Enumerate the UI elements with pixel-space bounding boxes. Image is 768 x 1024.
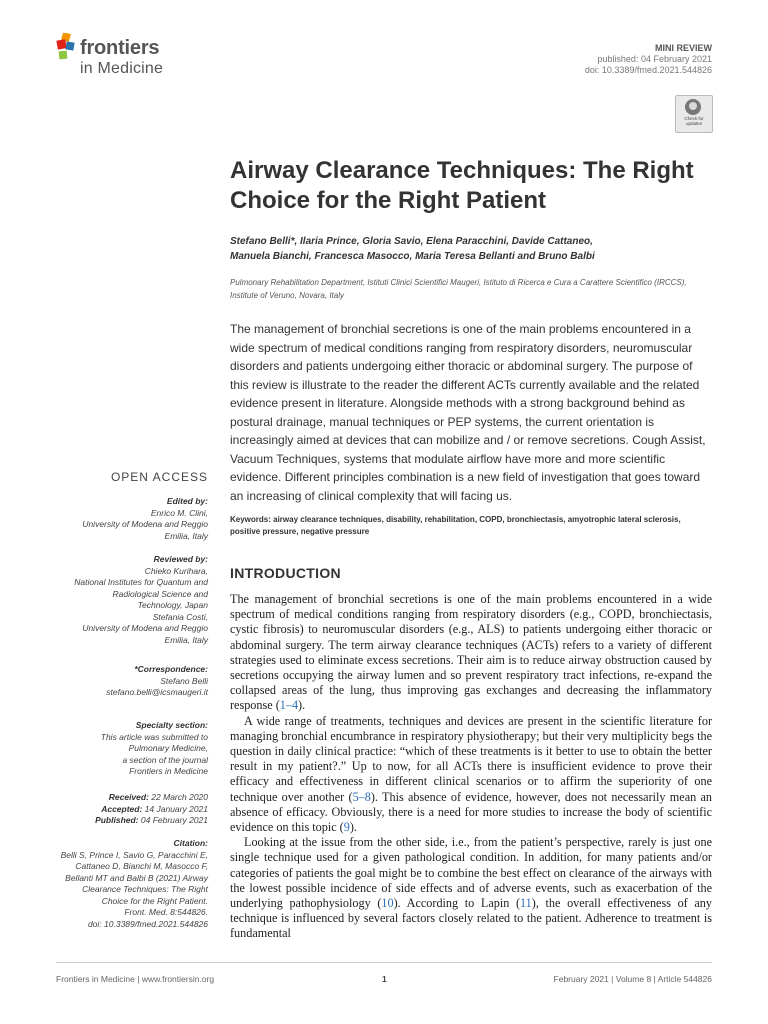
received-label: Received:	[108, 792, 149, 802]
edited-by-section	[50, 496, 208, 542]
correspondent-email[interactable]: stefano.belli@icsmaugeri.it	[106, 687, 208, 697]
editor-affiliation: University of Modena and Reggio	[82, 519, 208, 529]
footer-journal-link[interactable]: Frontiers in Medicine | www.frontiersin.org	[56, 974, 215, 984]
edited-by-heading: Edited by:	[166, 496, 208, 506]
reviewed-by-section	[50, 554, 208, 646]
reviewer-affiliation: University of Modena and Reggio	[82, 623, 208, 633]
introduction-body	[230, 592, 712, 942]
reviewer-affiliation: National Institutes for Quantum and	[74, 577, 208, 587]
editor-name: Enrico M. Clini,	[150, 507, 208, 518]
authors-line[interactable]: Stefano Belli*, Ilaria Prince, Gloria Savio, Elena Paracchini, Davide Cattaneo,	[230, 236, 593, 247]
abstract: The management of bronchial secretions is one of the main problems encountered in a wide spectrum of medical conditions ranging from respiratory disorders, neuromuscular disorders and patients undergoing either thoracic or abdominal surgery. The purpose of this review is illustrate to the reader the different ACTs currently available and the related evidence present in literature. Alongside methods with a strong background behind as postural drainage, manual techniques or PEP systems, the current orientation is increasingly aimed at devices that can mobilize and / or remove secretions. Cough Assist, Vacuum Techniques, systems that modulate airflow have more and more scientific evidence. Different principles combination is a new field of investigation that goes toward an increasing of clinical complexity that will facing us.	[230, 322, 706, 503]
citation-link[interactable]: 10	[381, 896, 394, 911]
footer-divider	[56, 962, 712, 963]
dates-section	[50, 792, 208, 827]
open-access-label: OPEN ACCESS	[110, 470, 208, 484]
accepted-date	[50, 804, 208, 816]
editor-affiliation: Emilia, Italy	[164, 530, 208, 541]
paragraph: The management of bronchial secretions is one of the main problems encountered in a wide spectrum of medical conditions ranging from respiratory disorders (e.g., COPD, bronchiectasis, cystic fibrosis) to neuromuscular disorders (e.g., ALS) to patients undergoing either thoracic or abdominal surgery. The term airway clearance techniques (ACTs) refers to a variety of different strategies used to eliminate excess secretions. Their aim is to reduce airway obstruction caused by secretions occupying the airway lumen and so prevent respiratory tract infections, re-expand the collapsed areas of the lung, thus improving gas exchanges and decreasing the inflammatory response (1–4).	[230, 592, 712, 713]
logo-journal-name: in Medicine	[80, 60, 164, 77]
specialty-text: Pulmonary Medicine,	[128, 743, 208, 753]
author-list	[230, 234, 710, 264]
citation-section	[50, 838, 208, 930]
citation-text: Front. Med. 8:544826.	[124, 907, 208, 917]
paragraph: Looking at the issue from the other side, i.e., from the patient’s perspective, rarely is just one single technique used for a given pathological condition. In addition, for many patients and/or categories of patients the goal might be to combine the best effect on clearance of the airways with the lowest possible incidence of side effects and of adverse events, such as exacerbation of the underlying pathophysiology (10). According to Lapin (11), the overall effectiveness of any technique is influenced by several factors closely related to the patient. Adherence to treatment is fundamental	[230, 835, 712, 941]
reviewer-name: Chieko Kurihara,	[144, 565, 208, 576]
specialty-text: Frontiers in Medicine	[129, 766, 208, 776]
citation-link[interactable]: 11	[520, 896, 532, 911]
reviewed-by-heading: Reviewed by:	[153, 554, 208, 564]
affiliation: Pulmonary Rehabilitation Department, Istituti Clinici Scientifici Maugeri, Istituto di Ricerca e Cura a Carattere Scientifico (IRCCS), Institute of Veruno, Novara, Italy	[230, 278, 687, 300]
section-heading-introduction: INTRODUCTION	[230, 565, 341, 581]
published-label: Published:	[95, 815, 139, 825]
accepted-value: 14 January 2021	[144, 803, 208, 814]
article-type: MINI REVIEW	[654, 43, 712, 53]
citation-link[interactable]: 5–8	[352, 789, 371, 804]
article-meta	[585, 43, 712, 76]
received-value: 22 March 2020	[151, 792, 208, 802]
citation-text: Belli S, Prince I, Savio G, Paracchini E,	[60, 849, 208, 860]
paragraph: A wide range of treatments, techniques and devices are present in the scientific literature for managing bronchial encumbrance in respiratory physiotherapy; but their very multiplicity begs the question in daily clinical practice: “which of these treatments is it better to use to obtain the better result in my patient?.” Up to now, for all ACTs there is insufficient evidence to prove their efficacy and effectiveness in different clinical scenarios or to affirm the superiority of one technique over another (5–8). This absence of evidence, however, does not necessarily mean an absence of efficacy. Obviously, there is a need for more studies to increase the body of scientific evidence on this topic (9).	[230, 713, 713, 835]
keywords: Keywords: airway clearance techniques, disability, rehabilitation, COPD, bronchiectasis, amyotrophic lateral sclerosis, positive pressure, negative pressure	[230, 515, 681, 536]
citation-text: Clearance Techniques: The Right	[82, 884, 208, 894]
specialty-heading: Specialty section:	[135, 720, 208, 730]
correspondence-section	[50, 664, 208, 699]
citation-link[interactable]: 9	[343, 820, 350, 835]
citation-text: Cattaneo D, Bianchi M, Masocco F,	[75, 861, 208, 871]
reviewer-affiliation: Radiological Science and	[112, 588, 208, 599]
reviewer-name: Stefania Costi,	[152, 611, 208, 622]
article-title: Airway Clearance Techniques: The Right Choice for the Right Patient	[230, 157, 694, 214]
published-date-side	[50, 815, 208, 827]
citation-doi[interactable]: doi: 10.3389/fmed.2021.544826	[87, 918, 208, 929]
citation-link[interactable]: 1–4	[279, 698, 299, 713]
citation-text: Bellanti MT and Balbi B (2021) Airway	[65, 872, 208, 883]
frontiers-logo-icon	[56, 33, 80, 63]
specialty-text: This article was submitted to	[100, 731, 208, 742]
published-value: 04 February 2021	[140, 815, 208, 825]
citation-heading: Citation:	[173, 838, 208, 848]
check-updates-label: Check for updates	[684, 116, 704, 126]
logo-wordmark: frontiers	[80, 37, 160, 59]
citation-text: Choice for the Right Patient.	[101, 895, 208, 906]
specialty-text: a section of the journal	[122, 754, 208, 765]
correspondence-heading: *Correspondence:	[134, 664, 208, 674]
specialty-section	[50, 720, 208, 778]
received-date	[50, 792, 208, 804]
check-updates-icon	[685, 99, 701, 115]
page-number: 1	[382, 974, 387, 984]
published-date: published: 04 February 2021	[597, 54, 712, 64]
footer-issue-info: February 2021 | Volume 8 | Article 544826	[553, 974, 712, 984]
article-doi[interactable]: doi: 10.3389/fmed.2021.544826	[584, 65, 712, 75]
check-for-updates-button[interactable]	[675, 95, 713, 133]
correspondent-name: Stefano Belli	[160, 675, 208, 686]
reviewer-affiliation: Emilia, Italy	[164, 634, 208, 645]
accepted-label: Accepted:	[101, 803, 143, 814]
journal-logo[interactable]	[56, 33, 196, 81]
reviewer-affiliation: Technology, Japan	[137, 600, 208, 610]
authors-line[interactable]: Manuela Bianchi, Francesca Masocco, Maria Teresa Bellanti and Bruno Balbi	[230, 251, 595, 262]
